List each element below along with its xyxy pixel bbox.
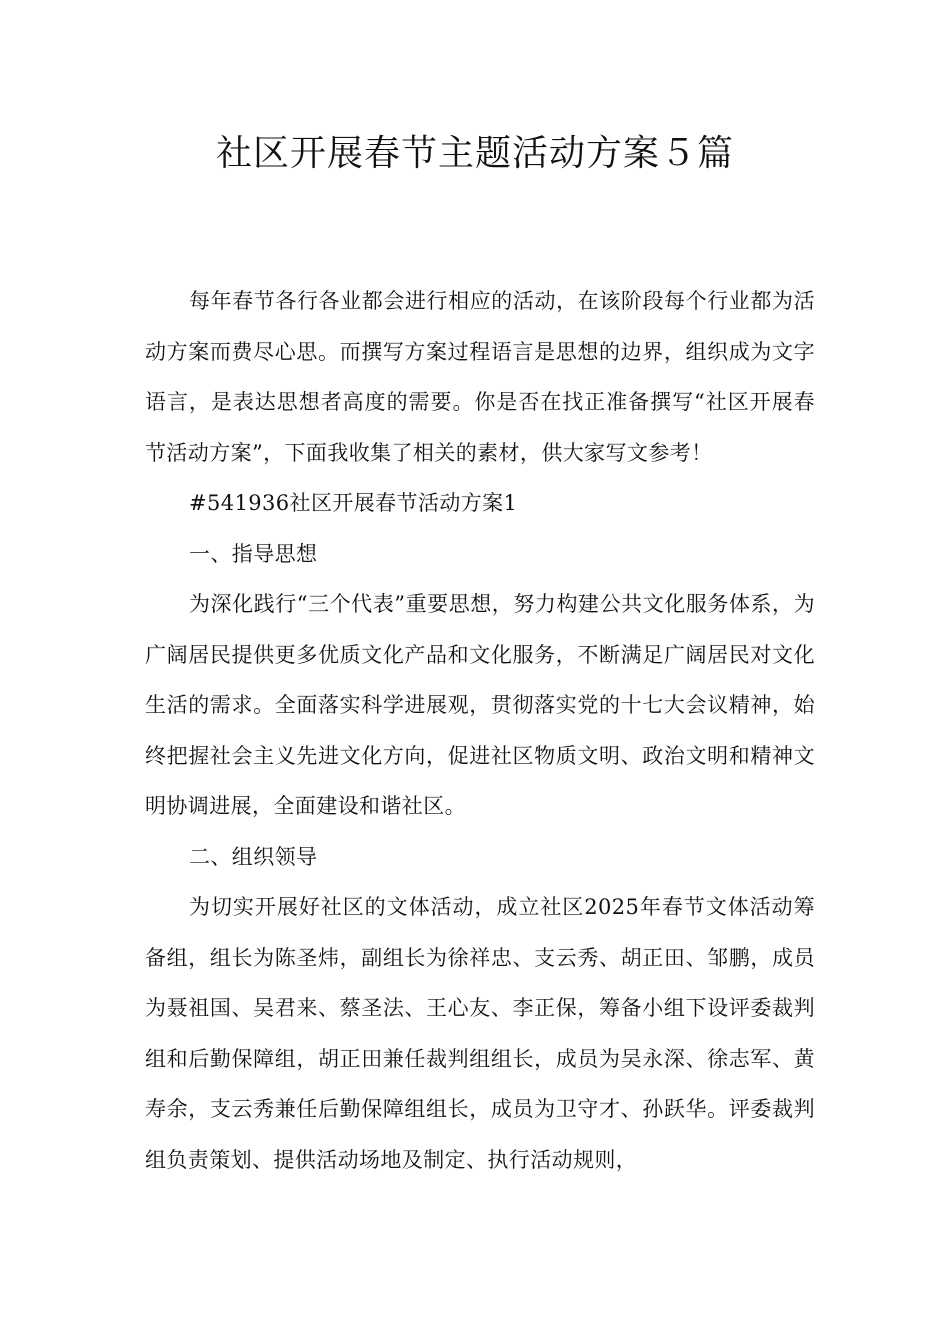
paragraph-guiding-ideology: 为深化践行“三个代表”重要思想，努力构建公共文化服务体系，为广阔居民提供更多优质文化产品和文化服务，不断满足广阔居民对文化生活的需求。全面落实科学进展观，贯彻落实党的十七大会议精神，始终把握社会主义先进文化方向，促进社区物质文明、政治文明和精神文明协调进展，全面建设和谐社区。 xyxy=(145,592,815,818)
section-label: #541936社区开展春节活动方案1 xyxy=(189,491,518,515)
document-title: 社区开展春节主题活动方案５篇 xyxy=(215,133,734,174)
heading-organization: 二、组织领导 xyxy=(189,844,318,869)
intro-paragraph: 每年春节各行各业都会进行相应的活动，在该阶段每个行业都为活动方案而费尽心思。而撰写方案过程语言是思想的边界，组织成为文字语言，是表达思想者高度的需要。你是否在找正准备撰写“社区开展春节活动方案”，下面我收集了相关的素材，供大家写文参考！ xyxy=(145,289,815,465)
heading-guiding-ideology: 一、指导思想 xyxy=(189,541,318,566)
paragraph-organization: 为切实开展好社区的文体活动，成立社区2025年春节文体活动筹备组，组长为陈圣炜，副组长为徐祥忠、支云秀、胡正田、邹鹏，成员为聂祖国、吴君来、蔡圣法、王心友、李正保，筹备小组下设评委裁判组和后勤保障组，胡正田兼任裁判组组长，成员为吴永深、徐志军、黄寿余，支云秀兼任后勤保障组组长，成员为卫守才、孙跃华。评委裁判组负责策划、提供活动场地及制定、执行活动规则， xyxy=(145,895,815,1172)
document-body xyxy=(145,276,815,1185)
